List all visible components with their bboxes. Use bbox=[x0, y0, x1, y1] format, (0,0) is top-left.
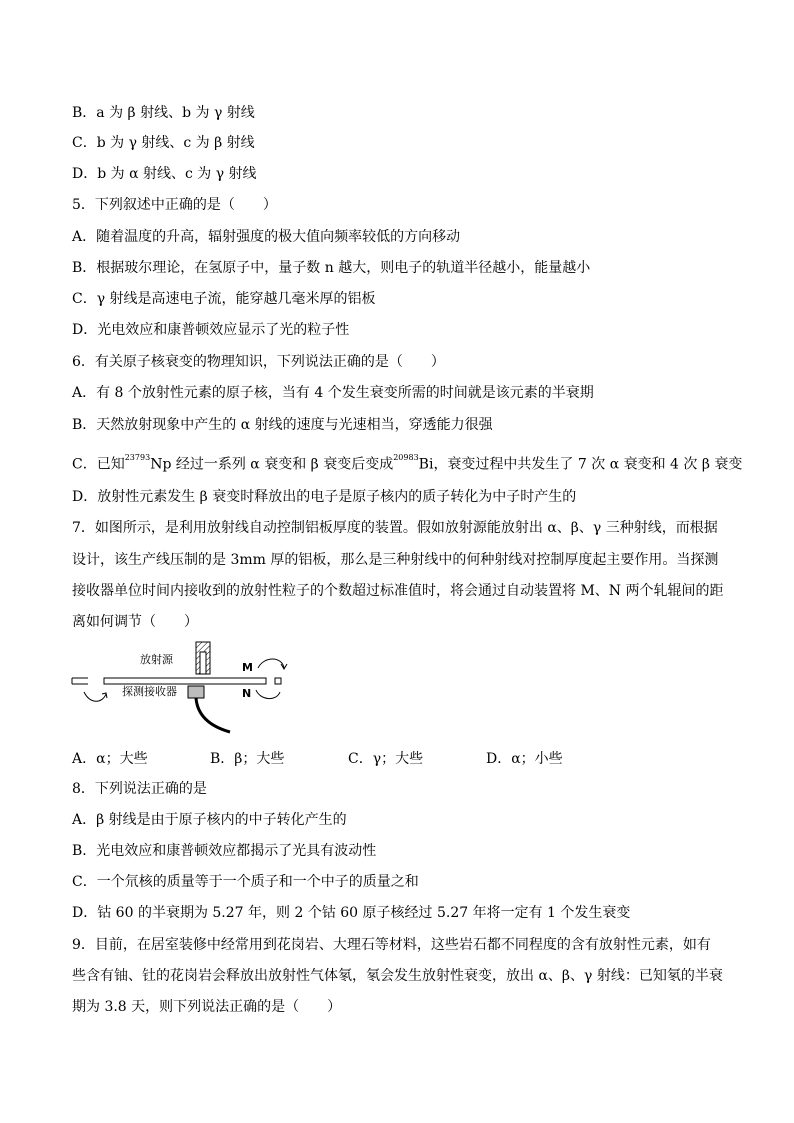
q6c-prefix: C．已知 bbox=[72, 456, 125, 473]
radiation-source-inner bbox=[200, 652, 206, 674]
detector-label: 探测接收器 bbox=[122, 685, 177, 698]
question-7-line-2: 设计，该生产线压制的是 3mm 厚的铝板，那么是三种射线中的何种射线对控制厚度起主要作用。当探测 bbox=[72, 552, 719, 568]
q5-option-c: C．γ 射线是高速电子流，能穿越几毫米厚的铝板 bbox=[72, 291, 376, 307]
question-9-line-2: 些含有铀、钍的花岗岩会释放出放射性气体氡，氡会发生放射性衰变，放出 α、β、γ 射线：已知氡的半衰 bbox=[72, 968, 723, 984]
source-label: 放射源 bbox=[140, 653, 173, 666]
question-9-line-1: 9．目前，在居室装修中经常用到花岗岩、大理石等材料，这些岩石都不同程度的含有放射性元素，如有 bbox=[72, 937, 711, 953]
question-8-stem: 8．下列说法正确的是 bbox=[72, 781, 207, 797]
question-7-line-1: 7．如图所示，是利用放射线自动控制铝板厚度的装置。假如放射源能放射出 α、β、γ 三种射线，而根据 bbox=[72, 520, 718, 536]
roller-n-label: N bbox=[242, 687, 252, 700]
roller-m-label: M bbox=[242, 661, 253, 674]
np-atomic-number: 93 bbox=[140, 453, 151, 462]
q8-option-b: B．光电效应和康普顿效应都揭示了光具有波动性 bbox=[72, 843, 377, 859]
question-6-stem: 6．有关原子核衰变的物理知识，下列说法正确的是（ ） bbox=[72, 354, 445, 370]
question-7-line-3: 接收器单位时间内接收到的放射性粒子的个数超过标准值时，将会通过自动装置将 M、N 两个轧辊间的距 bbox=[72, 583, 724, 599]
bi-atomic-number: 83 bbox=[408, 453, 419, 462]
aluminum-sheet bbox=[104, 678, 266, 684]
q7-option-c: C．γ；大些 bbox=[348, 751, 424, 767]
q8-option-c: C．一个氘核的质量等于一个质子和一个中子的质量之和 bbox=[72, 874, 419, 890]
q6-option-d: D．放射性元素发生 β 衰变时释放出的电子是原子核内的质子转化为中子时产生的 bbox=[72, 489, 577, 505]
detector-cable bbox=[196, 698, 230, 732]
q4-option-b: B．a 为 β 射线、b 为 γ 射线 bbox=[72, 105, 255, 121]
q8-option-a: A．β 射线是由于原子核内的中子转化产生的 bbox=[72, 812, 347, 828]
question-9-line-3: 期为 3.8 天，则下列说法正确的是（ ） bbox=[72, 999, 342, 1015]
q5-option-a: A．随着温度的升高，辐射强度的极大值向频率较低的方向移动 bbox=[72, 229, 461, 245]
q8-option-d: D．钴 60 的半衰期为 5.27 年，则 2 个钴 60 原子核经过 5.27 年将一定有 1 个发生衰变 bbox=[72, 905, 631, 921]
question-5-stem: 5．下列叙述中正确的是（ ） bbox=[72, 197, 277, 213]
q7-option-b: B．β；大些 bbox=[210, 751, 285, 767]
q6-option-c bbox=[72, 452, 742, 474]
q4-option-d: D．b 为 α 射线、c 为 γ 射线 bbox=[72, 166, 257, 182]
upper-roller-arrow bbox=[258, 659, 284, 668]
q6-option-a: A．有 8 个放射性元素的原子核，当有 4 个发生衰变所需的时间就是该元素的半衰期 bbox=[72, 385, 594, 401]
np-isotope-mass: 237 bbox=[124, 453, 140, 462]
thickness-control-diagram bbox=[70, 638, 300, 738]
diagram-svg bbox=[70, 638, 300, 738]
q7-option-a: A．α；大些 bbox=[72, 751, 148, 767]
q5-option-b: B．根据玻尔理论，在氢原子中，量子数 n 越大，则电子的轨道半径越小，能量越小 bbox=[72, 260, 591, 276]
q5-option-d: D．光电效应和康普顿效应显示了光的粒子性 bbox=[72, 322, 350, 338]
q6c-middle: Np 经过一系列 α 衰变和 β 衰变后变成 bbox=[150, 456, 394, 473]
q6c-suffix: Bi，衰变过程中共发生了 7 次 α 衰变和 4 次 β 衰变 bbox=[418, 456, 743, 473]
question-7-line-4: 离如何调节（ ） bbox=[72, 614, 198, 630]
q4-option-c: C．b 为 γ 射线、c 为 β 射线 bbox=[72, 135, 255, 151]
bi-isotope-mass: 209 bbox=[393, 453, 409, 462]
lower-roller-arrow bbox=[256, 690, 280, 699]
q7-options bbox=[72, 748, 722, 766]
sheet-right-end bbox=[275, 678, 281, 684]
q7-option-d: D．α；小些 bbox=[486, 751, 563, 767]
q6-option-b: B．天然放射现象中产生的 α 射线的速度与光速相当，穿透能力很强 bbox=[72, 417, 493, 433]
detector-box bbox=[188, 686, 204, 698]
